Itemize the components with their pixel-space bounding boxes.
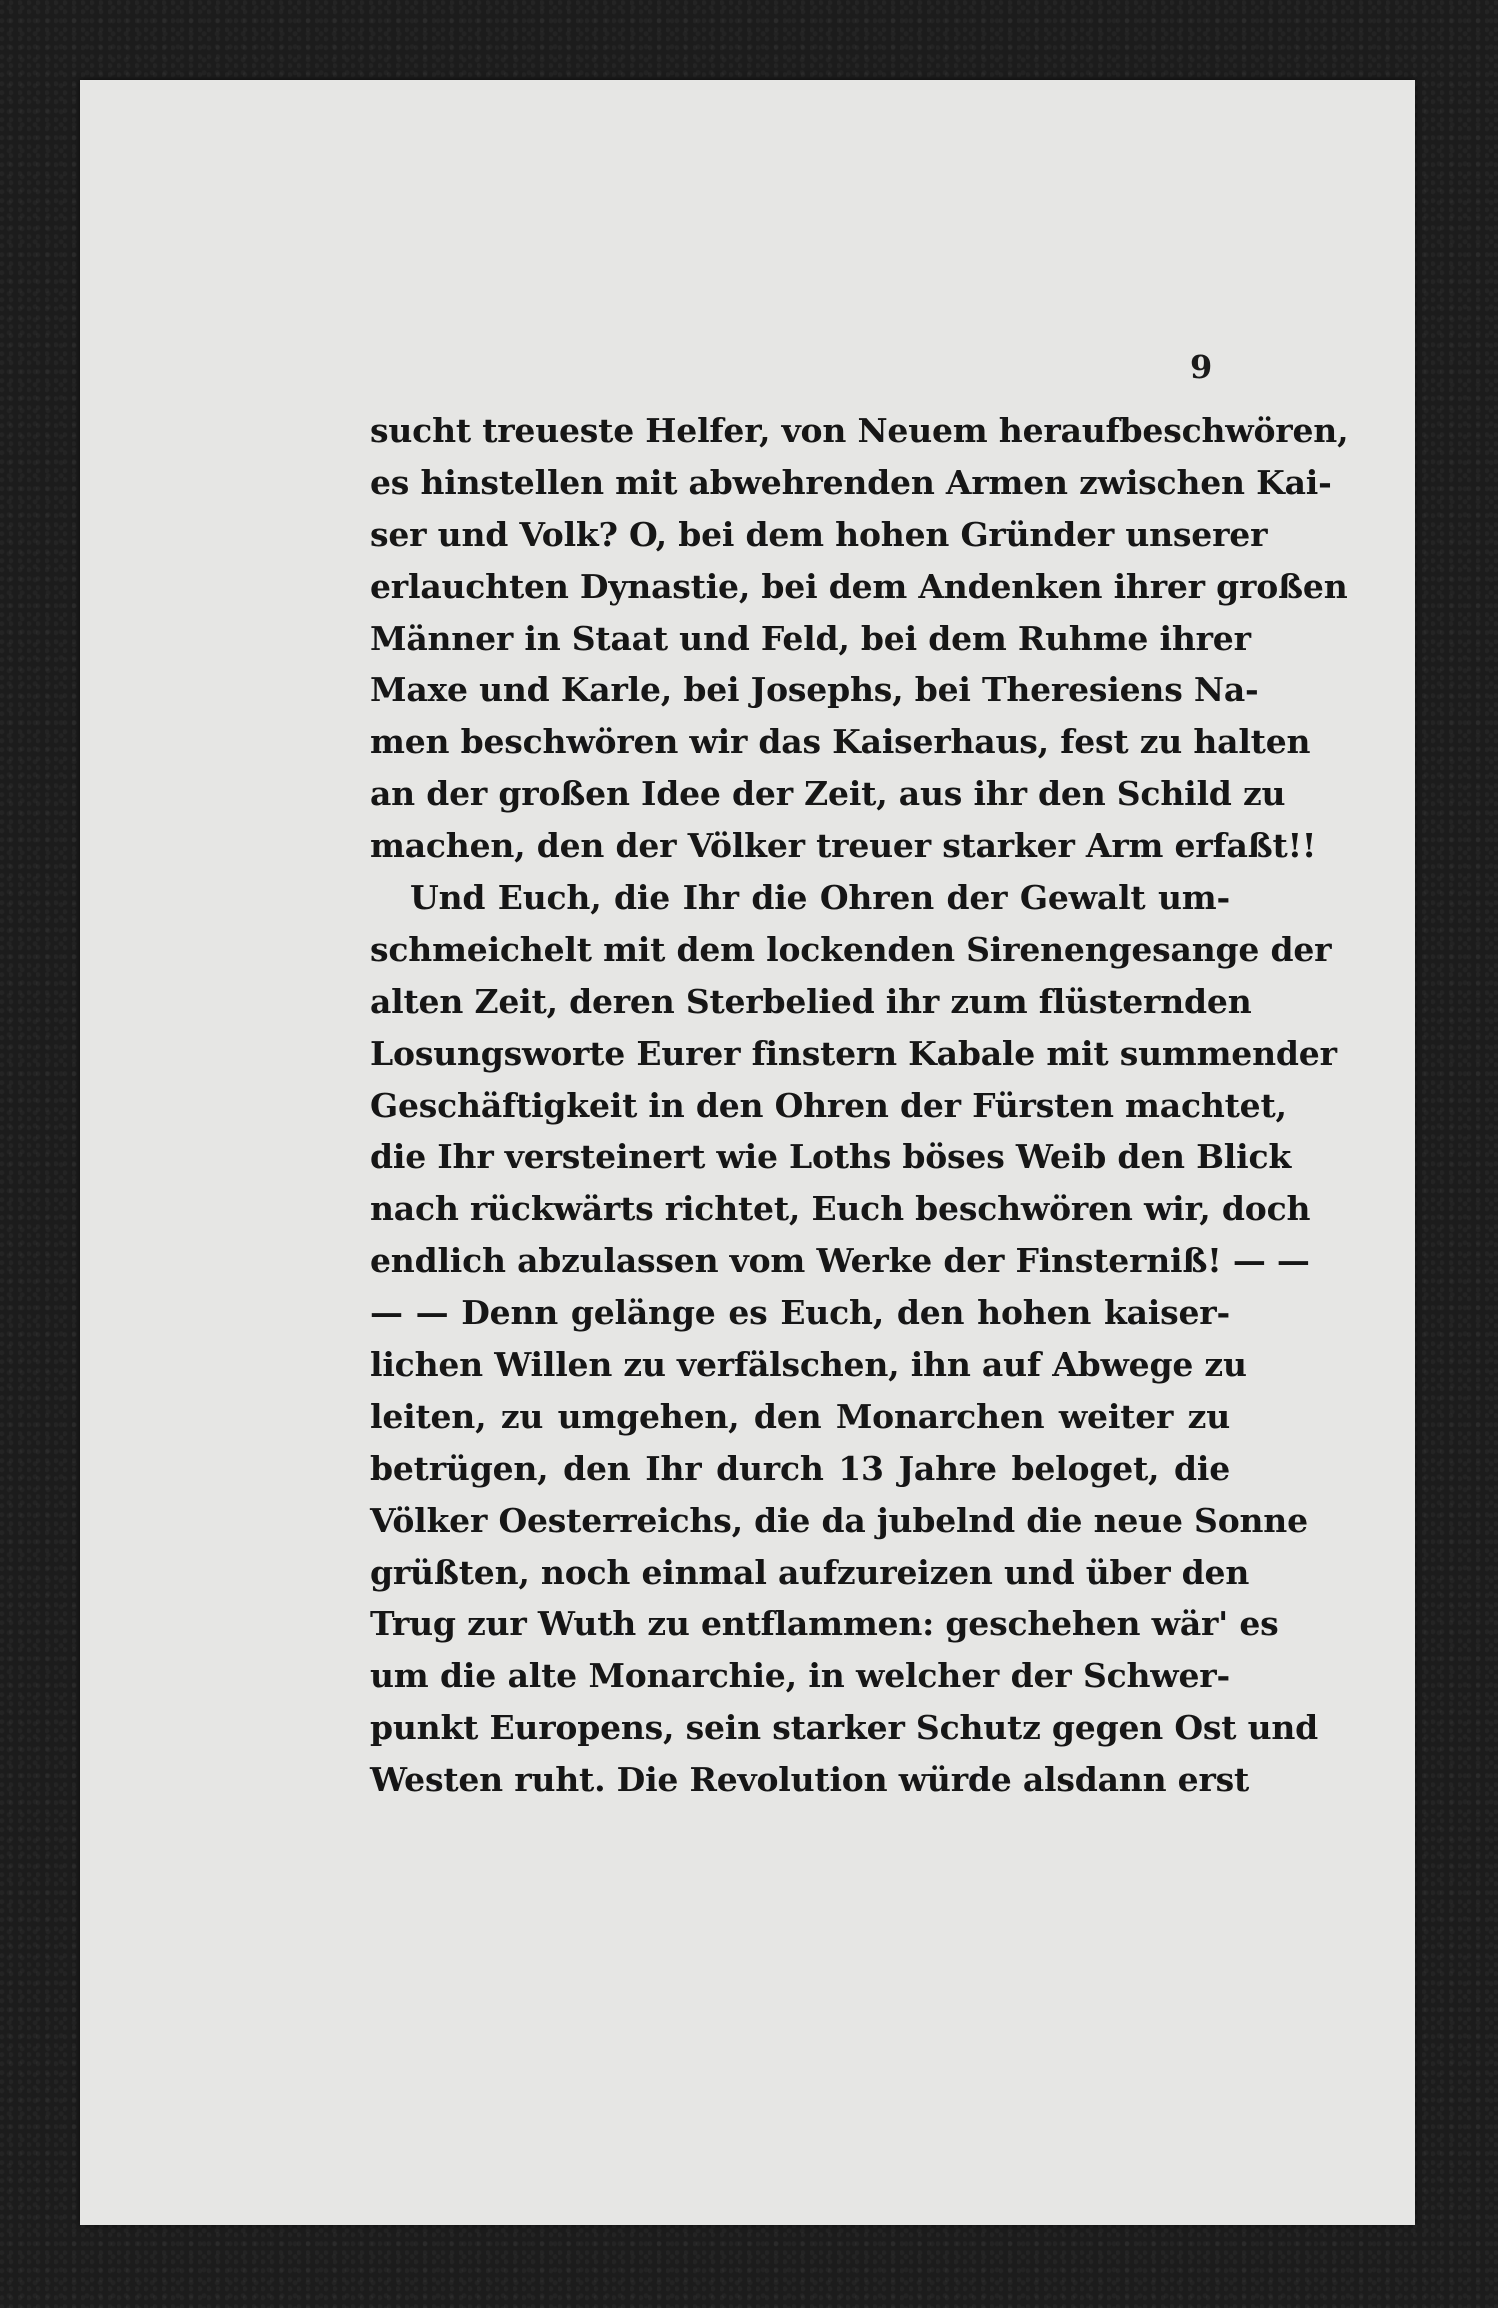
text-line: schmeichelt mit dem lockenden Sirenengesange der — [370, 929, 1332, 969]
text-line: nach rückwärts richtet, Euch beschwören wir, doch — [370, 1189, 1311, 1229]
text-line: ser und Volk? O, bei dem hohen Gründer unserer — [370, 514, 1268, 554]
book-page — [80, 80, 1415, 2225]
text-line: um die alte Monarchie, in welcher der Schwer- — [370, 1656, 1230, 1696]
text-line: Völker Oesterreichs, die da jubelnd die neue Sonne — [370, 1500, 1308, 1540]
text-line: die Ihr versteinert wie Loths böses Weib den Blick — [370, 1137, 1292, 1177]
text-line: erlauchten Dynastie, bei dem Andenken ihrer großen — [370, 566, 1348, 606]
text-line: leiten, zu umgehen, den Monarchen weiter zu — [370, 1396, 1230, 1436]
text-line: Losungsworte Eurer finstern Kabale mit summender — [370, 1033, 1337, 1073]
page-number: 9 — [1190, 348, 1213, 386]
text-line: Maxe und Karle, bei Josephs, bei Theresiens Na- — [370, 670, 1259, 710]
text-line: punkt Europens, sein starker Schutz gegen Ost und — [370, 1708, 1319, 1748]
body-text — [370, 405, 1349, 1806]
text-line: lichen Willen zu verfälschen, ihn auf Abwege zu — [370, 1345, 1247, 1385]
text-line: an der großen Idee der Zeit, aus ihr den Schild zu — [370, 774, 1286, 814]
text-line: betrügen, den Ihr durch 13 Jahre beloget, die — [370, 1448, 1230, 1488]
text-line: sucht treueste Helfer, von Neuem heraufbeschwören, — [370, 411, 1349, 450]
text-line: Männer in Staat und Feld, bei dem Ruhme ihrer — [370, 618, 1251, 658]
text-line: endlich abzulassen vom Werke der Finsterniß! — — — [370, 1241, 1310, 1281]
text-line: Westen ruht. Die Revolution würde alsdann erst — [370, 1760, 1250, 1800]
text-line: Trug zur Wuth zu entflammen: geschehen wär' es — [370, 1604, 1279, 1644]
text-line: machen, den der Völker treuer starker Arm erfaßt!! — [370, 826, 1317, 866]
text-line: — — Denn gelänge es Euch, den hohen kaiser- — [370, 1293, 1230, 1333]
text-line: grüßten, noch einmal aufzureizen und über den — [370, 1552, 1250, 1592]
text-line: es hinstellen mit abwehrenden Armen zwischen Kai- — [370, 462, 1332, 502]
text-line: alten Zeit, deren Sterbelied ihr zum flüsternden — [370, 981, 1252, 1021]
text-line: Geschäftigkeit in den Ohren der Fürsten machtet, — [370, 1085, 1287, 1125]
text-line: men beschwören wir das Kaiserhaus, fest zu halten — [370, 722, 1311, 762]
paragraph-start-line: Und Euch, die Ihr die Ohren der Gewalt um- — [410, 878, 1230, 918]
